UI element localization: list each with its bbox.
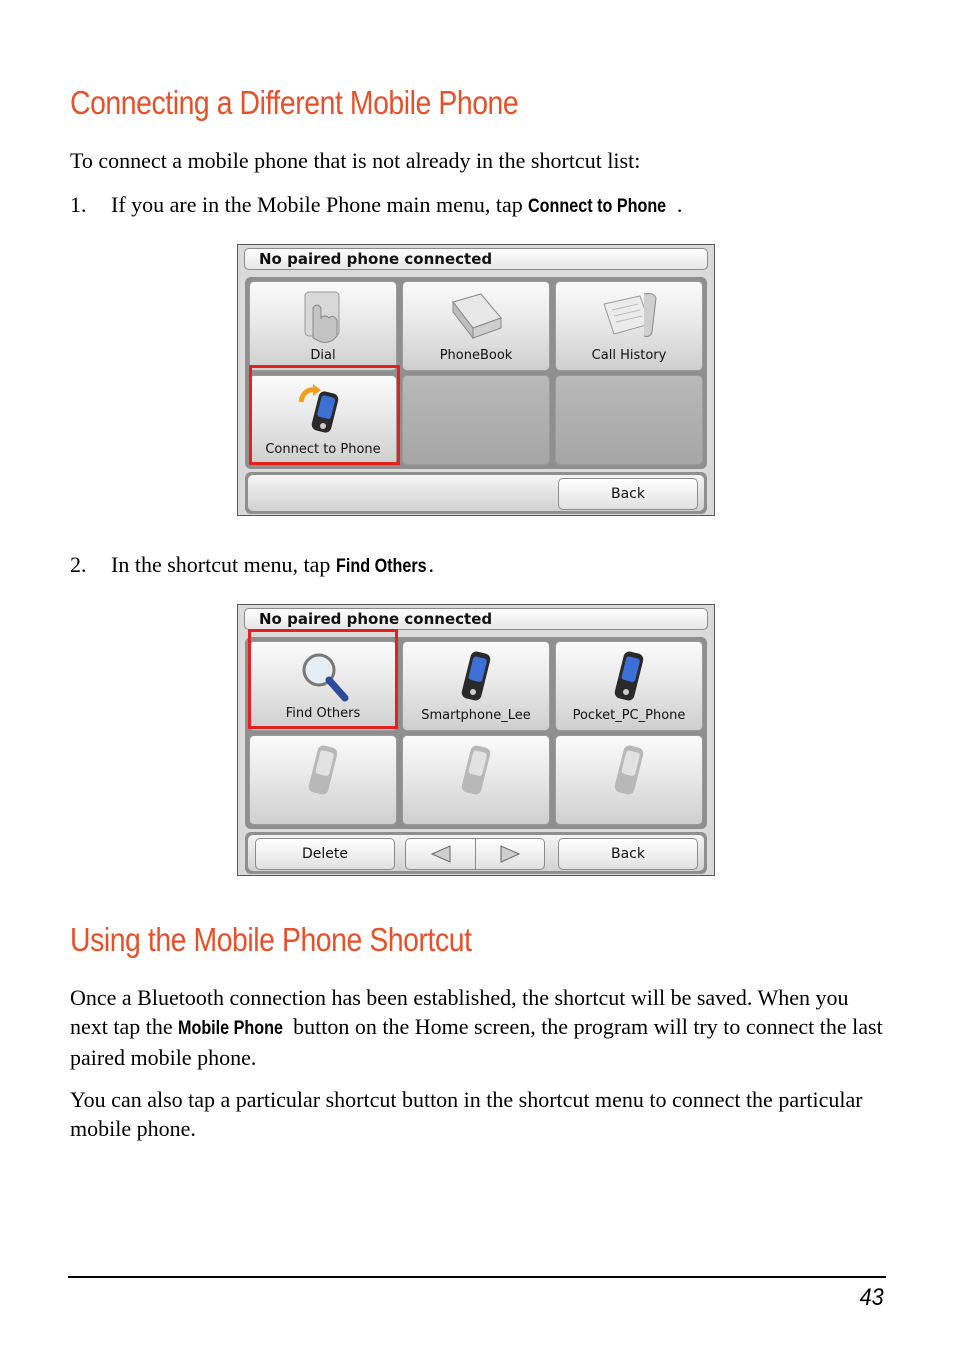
phone-icon	[604, 648, 654, 706]
dial-button[interactable]	[249, 281, 397, 371]
phone-faded-icon	[451, 742, 501, 800]
step-1-end: .	[676, 192, 683, 217]
right-arrow-icon	[497, 844, 523, 864]
find-others-label: Find Others	[285, 706, 361, 721]
step-1	[70, 190, 890, 221]
phonebook-label: PhoneBook	[439, 348, 513, 363]
section-heading-connecting: Connecting a Different Mobile Phone	[70, 84, 519, 121]
screenshot-shortcut-menu	[237, 604, 715, 876]
footer-rule	[68, 1276, 886, 1278]
back-button[interactable]: Back	[558, 478, 698, 510]
page-number: 43	[859, 1284, 884, 1311]
hand-icon	[291, 288, 355, 346]
call-history-button[interactable]	[555, 281, 703, 371]
delete-button[interactable]: Delete	[255, 838, 395, 870]
previous-page-button[interactable]	[405, 838, 475, 870]
step-2-command: Find Others	[335, 556, 427, 577]
call-history-label: Call History	[591, 348, 667, 363]
phone-faded-icon	[604, 742, 654, 800]
screen1-bottom-bar	[245, 472, 707, 514]
back-button[interactable]: Back	[558, 838, 698, 870]
highlight-box	[249, 365, 400, 465]
smartphone-lee-button[interactable]	[402, 641, 550, 731]
step-1-command: Connect to Phone	[528, 196, 667, 217]
screen1-title-bar	[244, 248, 708, 270]
empty-slot	[555, 375, 703, 465]
phone-faded-icon	[298, 742, 348, 800]
phone-icon	[451, 648, 501, 706]
step-1-number: 1.	[70, 192, 87, 217]
section-heading-shortcut: Using the Mobile Phone Shortcut	[70, 921, 472, 958]
step-2	[70, 550, 890, 581]
pocket-pc-phone-label: Pocket_PC_Phone	[572, 708, 686, 723]
pocket-pc-phone-button[interactable]	[555, 641, 703, 731]
empty-slot	[402, 375, 550, 465]
left-arrow-icon	[428, 844, 454, 864]
empty-shortcut-button[interactable]	[555, 735, 703, 825]
step-2-number: 2.	[70, 552, 87, 577]
highlight-box	[248, 629, 398, 729]
next-page-button[interactable]	[475, 838, 545, 870]
step-2-end: .	[428, 552, 434, 577]
screen1-title: No paired phone connected	[259, 250, 493, 268]
mobile-phone-command: Mobile Phone	[178, 1018, 284, 1039]
screen2-title-bar	[244, 608, 708, 630]
empty-shortcut-button[interactable]	[249, 735, 397, 825]
empty-shortcut-button[interactable]	[402, 735, 550, 825]
paragraph-text: button on the Home screen, the program will try to connect the last paired mobile phone.	[70, 1014, 883, 1070]
screenshot-mobile-phone-menu	[237, 244, 715, 516]
dial-label: Dial	[310, 348, 336, 363]
step-2-text: In the shortcut menu, tap	[111, 552, 336, 577]
book-icon	[441, 288, 511, 346]
screen2-title: No paired phone connected	[259, 610, 493, 628]
connect-to-phone-label: Connect to Phone	[265, 442, 381, 457]
paragraph-shortcut-connect: You can also tap a particular shortcut button in the shortcut menu to connect the particular mobile phone.	[70, 1087, 863, 1141]
paragraph-text: Once a Bluetooth connection has been established, the shortcut will be saved. When you next tap the	[70, 985, 849, 1039]
smartphone-lee-label: Smartphone_Lee	[421, 708, 531, 723]
screen2-bottom-bar	[245, 832, 707, 874]
intro-text: To connect a mobile phone that is not already in the shortcut list:	[70, 148, 641, 173]
step-1-text: If you are in the Mobile Phone main menu, tap	[111, 192, 529, 217]
phonebook-button[interactable]	[402, 281, 550, 371]
paragraph-shortcut-saved	[70, 983, 890, 1072]
call-history-icon	[594, 288, 664, 346]
